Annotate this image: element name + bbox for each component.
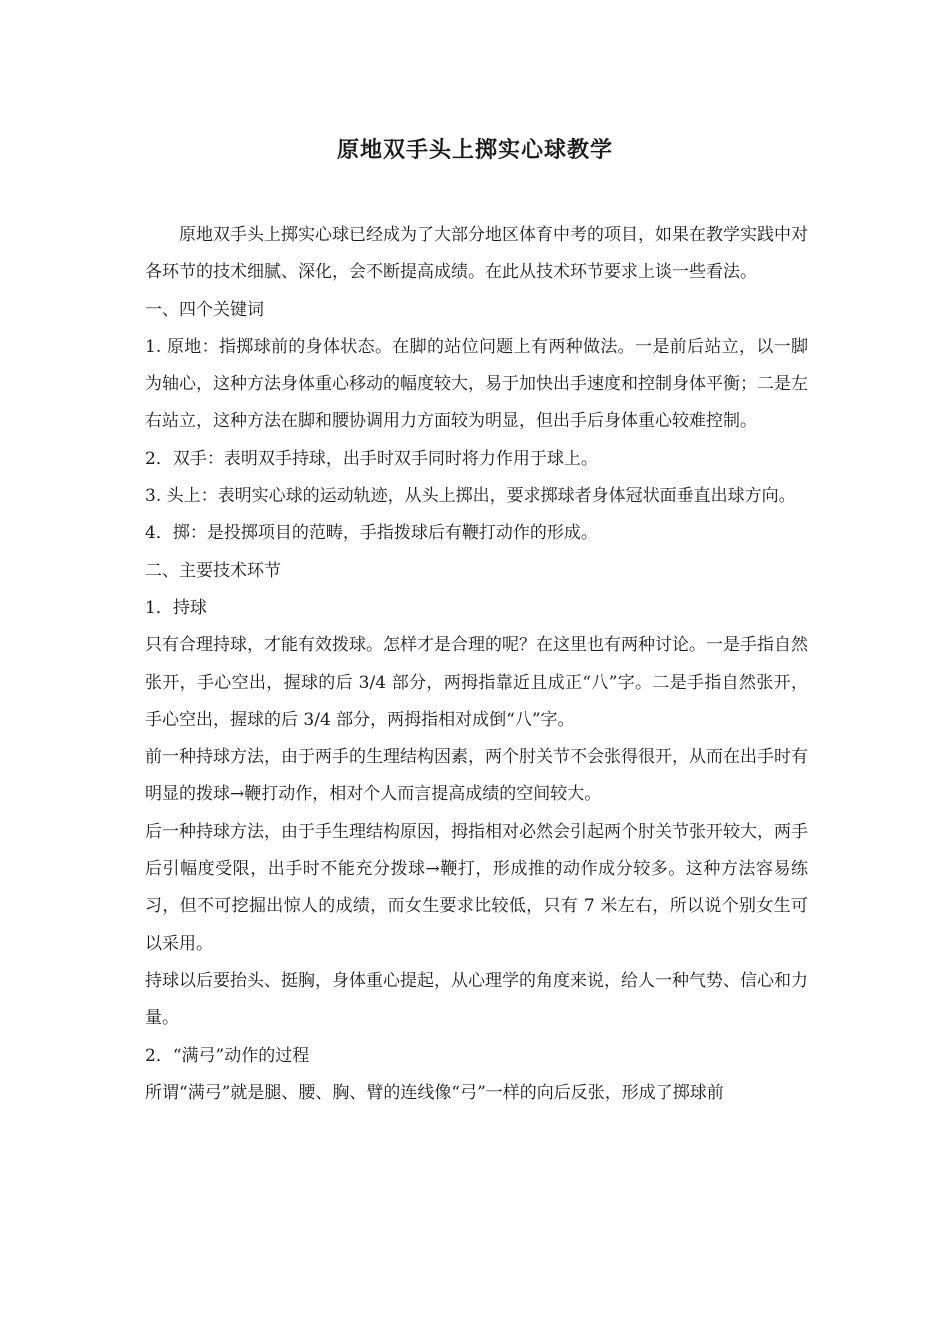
- subheading-grip: 1．持球: [145, 597, 207, 618]
- keyword-item-1: 1. 原地：指掷球前的身体状态。在脚的站位问题上有两种做法。一是前后站立，以一脚为轴心，这种方法身体重心移动的幅度较大，易于加快出手速度和控制身体平衡；二是左右站立，这种方法在脚和腰协调用力方面较为明显，但出手后身体重心较难控制。: [145, 336, 808, 432]
- grip-method-1-paragraph: 前一种持球方法，由于两手的生理结构因素，两个肘关节不会张得很开，从而在出手时有明显的拨球→鞭打动作，相对个人而言提高成绩的空间较大。: [145, 747, 808, 805]
- keyword-item-4: 4．掷：是投掷项目的范畴，手指拨球后有鞭打动作的形成。: [145, 523, 598, 544]
- document-body: [145, 217, 808, 1112]
- posture-paragraph: 持球以后要抬头、挺胸，身体重心提起，从心理学的角度来说，给人一种气势、信心和力量。: [145, 970, 808, 1029]
- full-bow-paragraph: 所谓“满弓”就是腿、腰、胸、臂的连线像“弓”一样的向后反张，形成了掷球前: [145, 1082, 724, 1103]
- document-title: 原地双手头上掷实心球教学: [336, 137, 613, 163]
- keyword-item-2: 2．双手：表明双手持球，出手时双手同时将力作用于球上。: [145, 448, 598, 469]
- section-heading-technique: 二、主要技术环节: [145, 560, 281, 581]
- grip-paragraph: 只有合理持球，才能有效拨球。怎样才是合理的呢？在这里也有两种讨论。一是手指自然张开，手心空出，握球的后 3/4 部分，两拇指靠近且成正“八”字。二是手指自然张开，手心空出，握球的后 3/4 部分，两拇指相对成倒“八”字。: [145, 635, 808, 730]
- intro-paragraph: 原地双手头上掷实心球已经成为了大部分地区体育中考的项目，如果在教学实践中对各环节的技术细腻、深化，会不断提高成绩。在此从技术环节要求上谈一些看法。: [145, 225, 808, 283]
- grip-method-2-paragraph: 后一种持球方法，由于手生理结构原因，拇指相对必然会引起两个肘关节张开较大，两手后引幅度受限，出手时不能充分拨球→鞭打，形成推的动作成分较多。这种方法容易练习，但不可挖掘出惊人的成绩，而女生要求比较低，只有 7 米左右，所以说个别女生可以采用。: [145, 821, 808, 954]
- keyword-item-3: 3. 头上：表明实心球的运动轨迹，从头上掷出，要求掷球者身体冠状面垂直出球方向。: [145, 486, 796, 507]
- subheading-full-bow: 2．“满弓”动作的过程: [145, 1045, 310, 1066]
- section-heading-keywords: 一、四个关键词: [145, 299, 264, 320]
